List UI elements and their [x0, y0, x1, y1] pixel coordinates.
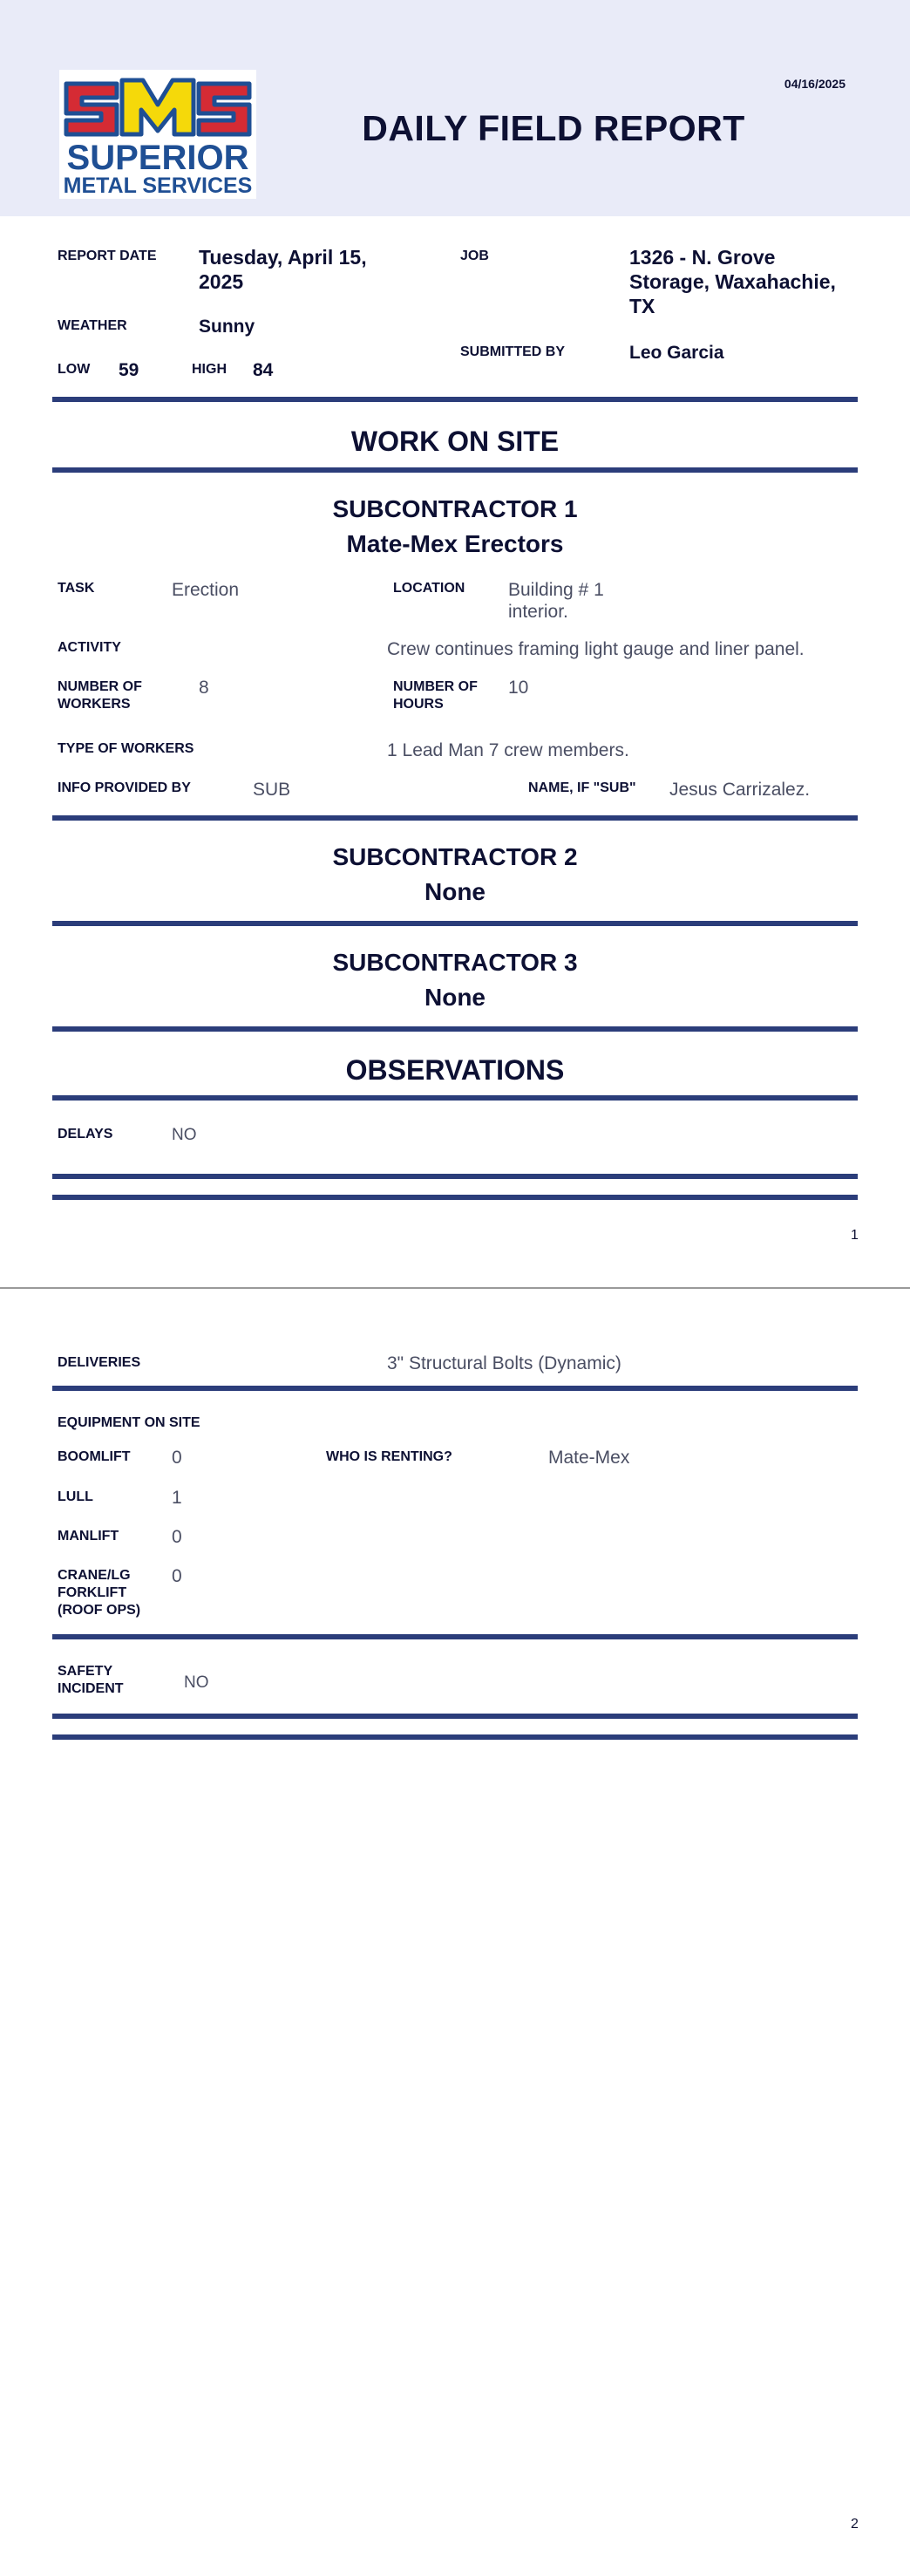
- location-value-line1: Building # 1: [508, 580, 604, 600]
- divider-rule: [52, 1026, 858, 1032]
- company-logo: [59, 70, 256, 199]
- task-value: Erection: [172, 580, 240, 600]
- header-date: 04/16/2025: [784, 77, 845, 91]
- subcontractor-2-name: None: [424, 878, 486, 905]
- location-label: LOCATION: [393, 581, 465, 596]
- report-date-value-line1: Tuesday, April 15,: [199, 246, 367, 269]
- lull-label: LULL: [58, 1489, 93, 1504]
- page-number: 2: [851, 2517, 859, 2532]
- divider-rule: [52, 1174, 858, 1179]
- subcontractor-1-name: Mate-Mex Erectors: [346, 530, 564, 557]
- equipment-on-site-label: EQUIPMENT ON SITE: [58, 1415, 200, 1430]
- subcontractor-1-heading: SUBCONTRACTOR 1: [332, 495, 578, 522]
- job-value-line1: 1326 - N. Grove: [629, 246, 776, 269]
- divider-rule: [52, 1095, 858, 1101]
- logo-text-superior: SUPERIOR: [66, 139, 249, 177]
- type-of-workers-label: TYPE OF WORKERS: [58, 741, 194, 756]
- deliveries-label: DELIVERIES: [58, 1355, 141, 1370]
- low-temp-value: 59: [119, 360, 139, 380]
- number-of-workers-value: 8: [199, 678, 209, 698]
- name-if-sub-value: Jesus Carrizalez.: [669, 780, 811, 800]
- manlift-value: 0: [172, 1527, 182, 1547]
- job-value-line3: TX: [629, 295, 655, 317]
- page-number: 1: [851, 1228, 859, 1243]
- number-of-hours-label-line2: HOURS: [393, 697, 444, 712]
- task-label: TASK: [58, 581, 95, 596]
- report-date-value-line2: 2025: [199, 270, 244, 293]
- info-provided-by-label: INFO PROVIDED BY: [58, 780, 191, 795]
- job-label: JOB: [460, 249, 489, 263]
- page-title: DAILY FIELD REPORT: [362, 108, 745, 148]
- high-temp-label: HIGH: [192, 362, 227, 377]
- number-of-workers-label-line2: WORKERS: [58, 697, 131, 712]
- name-if-sub-label: NAME, IF "SUB": [528, 780, 636, 795]
- divider-rule: [52, 1714, 858, 1719]
- crane-forklift-value: 0: [172, 1566, 182, 1586]
- page-break: [0, 1287, 910, 1289]
- low-temp-label: LOW: [58, 362, 91, 377]
- type-of-workers-value: 1 Lead Man 7 crew members.: [387, 740, 629, 760]
- subcontractor-3-heading: SUBCONTRACTOR 3: [332, 949, 578, 976]
- crane-forklift-label-line2: FORKLIFT: [58, 1585, 127, 1600]
- boomlift-value: 0: [172, 1448, 182, 1468]
- delays-label: DELAYS: [58, 1127, 113, 1141]
- crane-forklift-label-line1: CRANE/LG: [58, 1568, 131, 1583]
- divider-rule: [52, 1195, 858, 1200]
- subcontractor-2-heading: SUBCONTRACTOR 2: [332, 843, 578, 870]
- lull-value: 1: [172, 1488, 182, 1508]
- location-value-line2: interior.: [508, 602, 568, 622]
- who-is-renting-label: WHO IS RENTING?: [326, 1449, 452, 1464]
- number-of-hours-label-line1: NUMBER OF: [393, 679, 478, 694]
- submitted-by-label: SUBMITTED BY: [460, 344, 565, 359]
- job-value-line2: Storage, Waxahachie,: [629, 270, 836, 293]
- divider-rule: [52, 921, 858, 926]
- report-date-label: REPORT DATE: [58, 249, 157, 263]
- work-on-site-heading: WORK ON SITE: [350, 426, 560, 457]
- logo-text-metal-services: METAL SERVICES: [63, 174, 253, 198]
- divider-rule: [52, 1734, 858, 1740]
- deliveries-value: 3" Structural Bolts (Dynamic): [387, 1353, 621, 1373]
- info-provided-by-value: SUB: [253, 780, 291, 800]
- divider-rule: [52, 1634, 858, 1639]
- divider-rule: [52, 397, 858, 402]
- safety-incident-label-line1: SAFETY: [58, 1664, 113, 1679]
- subcontractor-3-name: None: [424, 984, 486, 1011]
- divider-rule: [52, 467, 858, 473]
- safety-incident-value: NO: [184, 1673, 209, 1692]
- manlift-label: MANLIFT: [58, 1529, 119, 1544]
- delays-value: NO: [172, 1126, 197, 1144]
- activity-label: ACTIVITY: [58, 640, 121, 655]
- boomlift-label: BOOMLIFT: [58, 1449, 131, 1464]
- safety-incident-label-line2: INCIDENT: [58, 1681, 124, 1696]
- observations-heading: OBSERVATIONS: [345, 1054, 565, 1086]
- high-temp-value: 84: [253, 360, 274, 380]
- activity-value: Crew continues framing light gauge and liner panel.: [387, 639, 805, 659]
- submitted-by-value: Leo Garcia: [629, 343, 724, 363]
- divider-rule: [52, 1386, 858, 1391]
- divider-rule: [52, 815, 858, 821]
- number-of-workers-label-line1: NUMBER OF: [58, 679, 142, 694]
- crane-forklift-label-line3: (ROOF OPS): [58, 1603, 141, 1618]
- number-of-hours-value: 10: [508, 678, 529, 698]
- weather-label: WEATHER: [58, 318, 127, 333]
- who-is-renting-value: Mate-Mex: [548, 1448, 630, 1468]
- weather-value: Sunny: [199, 317, 255, 337]
